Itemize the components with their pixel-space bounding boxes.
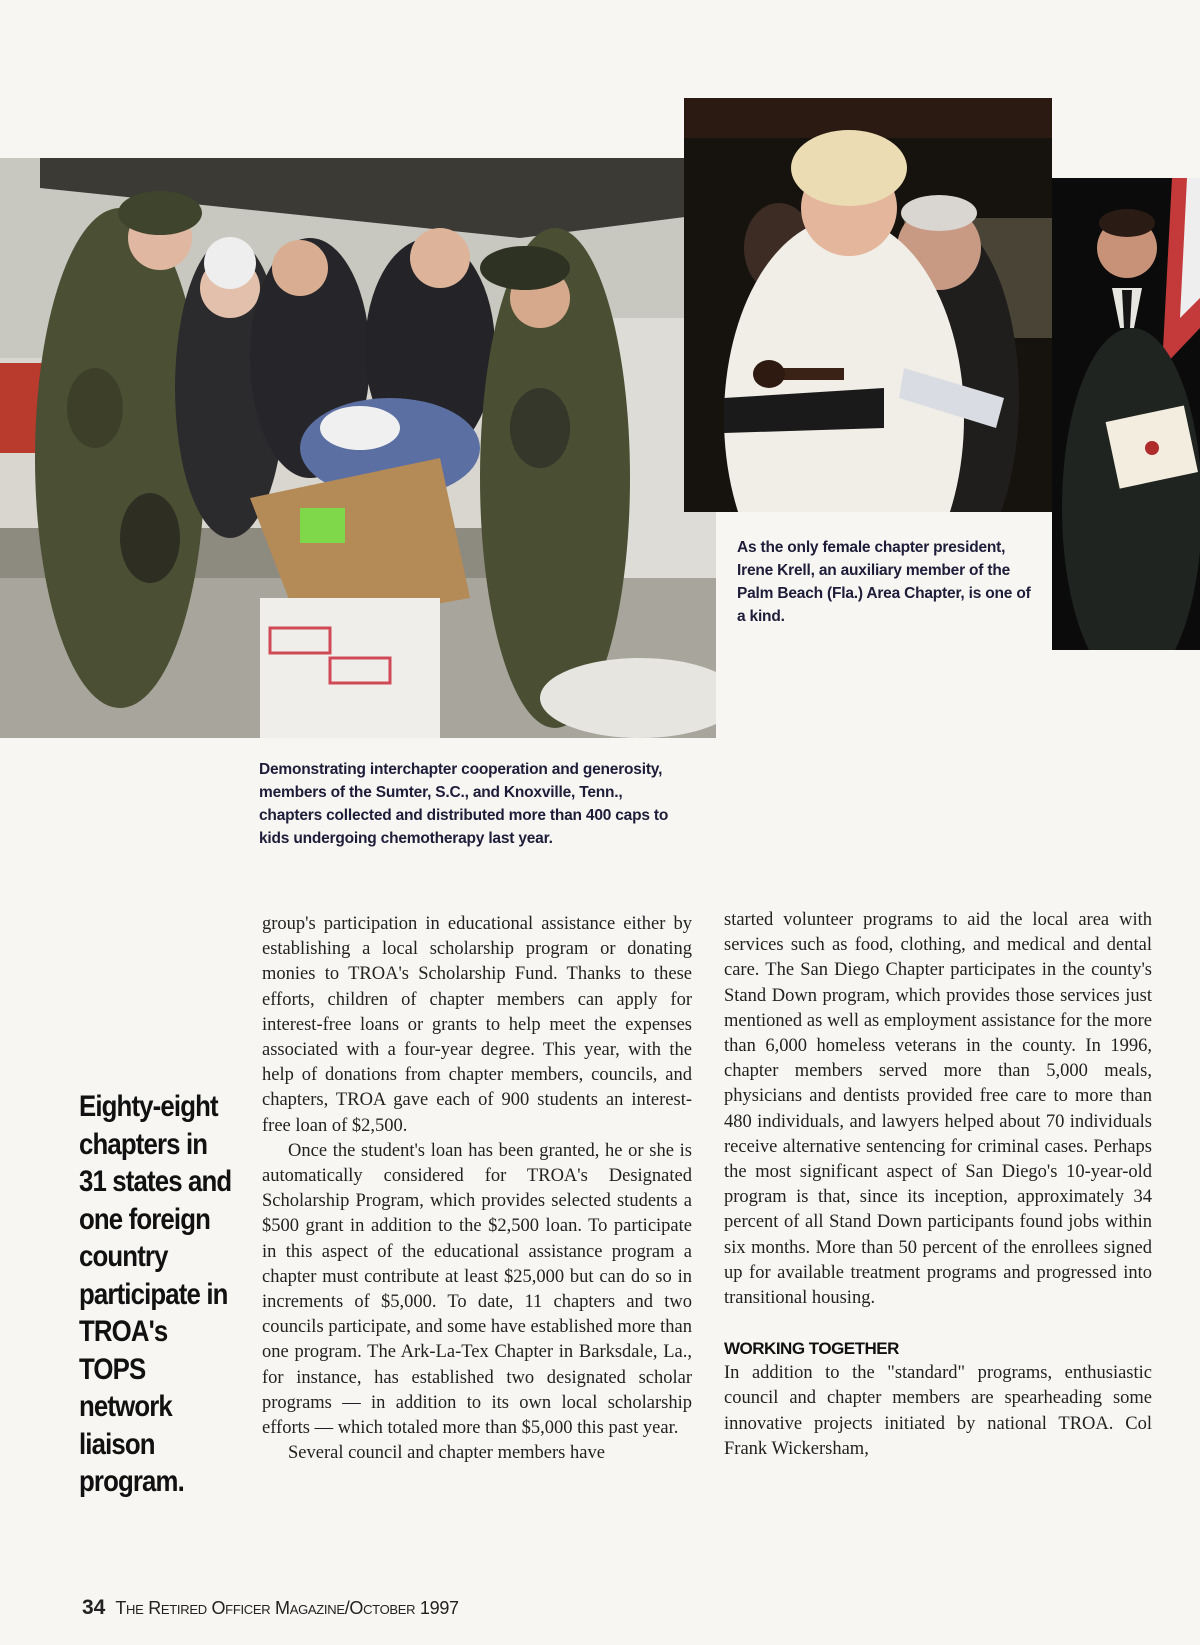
photo-irene-krell [684,98,1052,512]
section-heading: WORKING TOGETHER [724,1339,899,1359]
pull-quote: Eighty-eight chapters in 31 states and one foreign country participate in TROA's TOPS network liaison program. [79,1090,232,1498]
article-paragraph: In addition to the "standard" programs, enthusiastic council and chapter members are spearheading some innovative projects initiated by national TROA. Col Frank Wickersham, [724,1363,1152,1459]
photo-cadet-certificate [1052,178,1200,650]
publication-line: The Retired Officer Magazine/October 1997 [115,1598,459,1618]
article-paragraph: group's participation in educational assistance either by establishing a local scholarship program or donating monies to TROA's Scholarship Fund. Thanks to these efforts, children of chapter members can apply for interest-free loans or grants to help meet the expenses associated with a four-year degree. This year, with the help of donations from chapter members, councils, and chapters, TROA gave each of 900 students an interest-free loan of $2,500. [262,914,692,1136]
photo-cap-collection [0,158,716,738]
caption-irene-krell: As the only female chapter president, Irene Krell, an auxiliary member of the Palm Beach (Fla.) Area Chapter, is one of a kind. [737,539,1031,625]
article-paragraph: Once the student's loan has been granted, he or she is automatically considered for TROA's Designated Scholarship Program, which provides selected students a $500 grant in addition to the $2,500 loan. To participate in this aspect of the educational assistance program a chapter must contribute at least $25,000 but can do so in increments of $5,000. To date, 11 chapters and two councils participate, and some have established more than one program. The Ark-La-Tex Chapter in Barksdale, La., for instance, has established two designated scholar programs — in addition to its own local scholarship efforts — which totaled more than $5,000 this past year. [262,1140,692,1439]
page-number: 34 [82,1596,106,1619]
article-column-right [724,908,1152,1462]
page-footer [82,1596,459,1620]
article-paragraph: Several council and chapter members have [288,1443,605,1464]
article-paragraph: started volunteer programs to aid the local area with services such as food, clothing, and medical and dental care. The San Diego Chapter participates in the county's Stand Down program, which provides those services just mentioned as well as employment assistance for the more than 6,000 homeless veterans in the county. In 1996, chapter members served more than 5,000 meals, physicians and dentists provided free care to more than 480 individuals, and lawyers helped about 70 individuals receive alternative sentencing for criminal cases. Perhaps the most significant aspect of San Diego's 10-year-old program is that, since its inception, approximately 34 percent of all Stand Down participants found jobs within six months. More than 50 percent of the enrollees signed up for available treatment programs and progressed into transitional housing. [724,910,1152,1309]
article-column-left [262,912,692,1466]
caption-cap-collection: Demonstrating interchapter cooperation and generosity, members of the Sumter, S.C., and Knoxville, Tenn., chapters collected and distributed more than 400 caps to kids undergoing chemotherapy last year. [259,761,669,847]
